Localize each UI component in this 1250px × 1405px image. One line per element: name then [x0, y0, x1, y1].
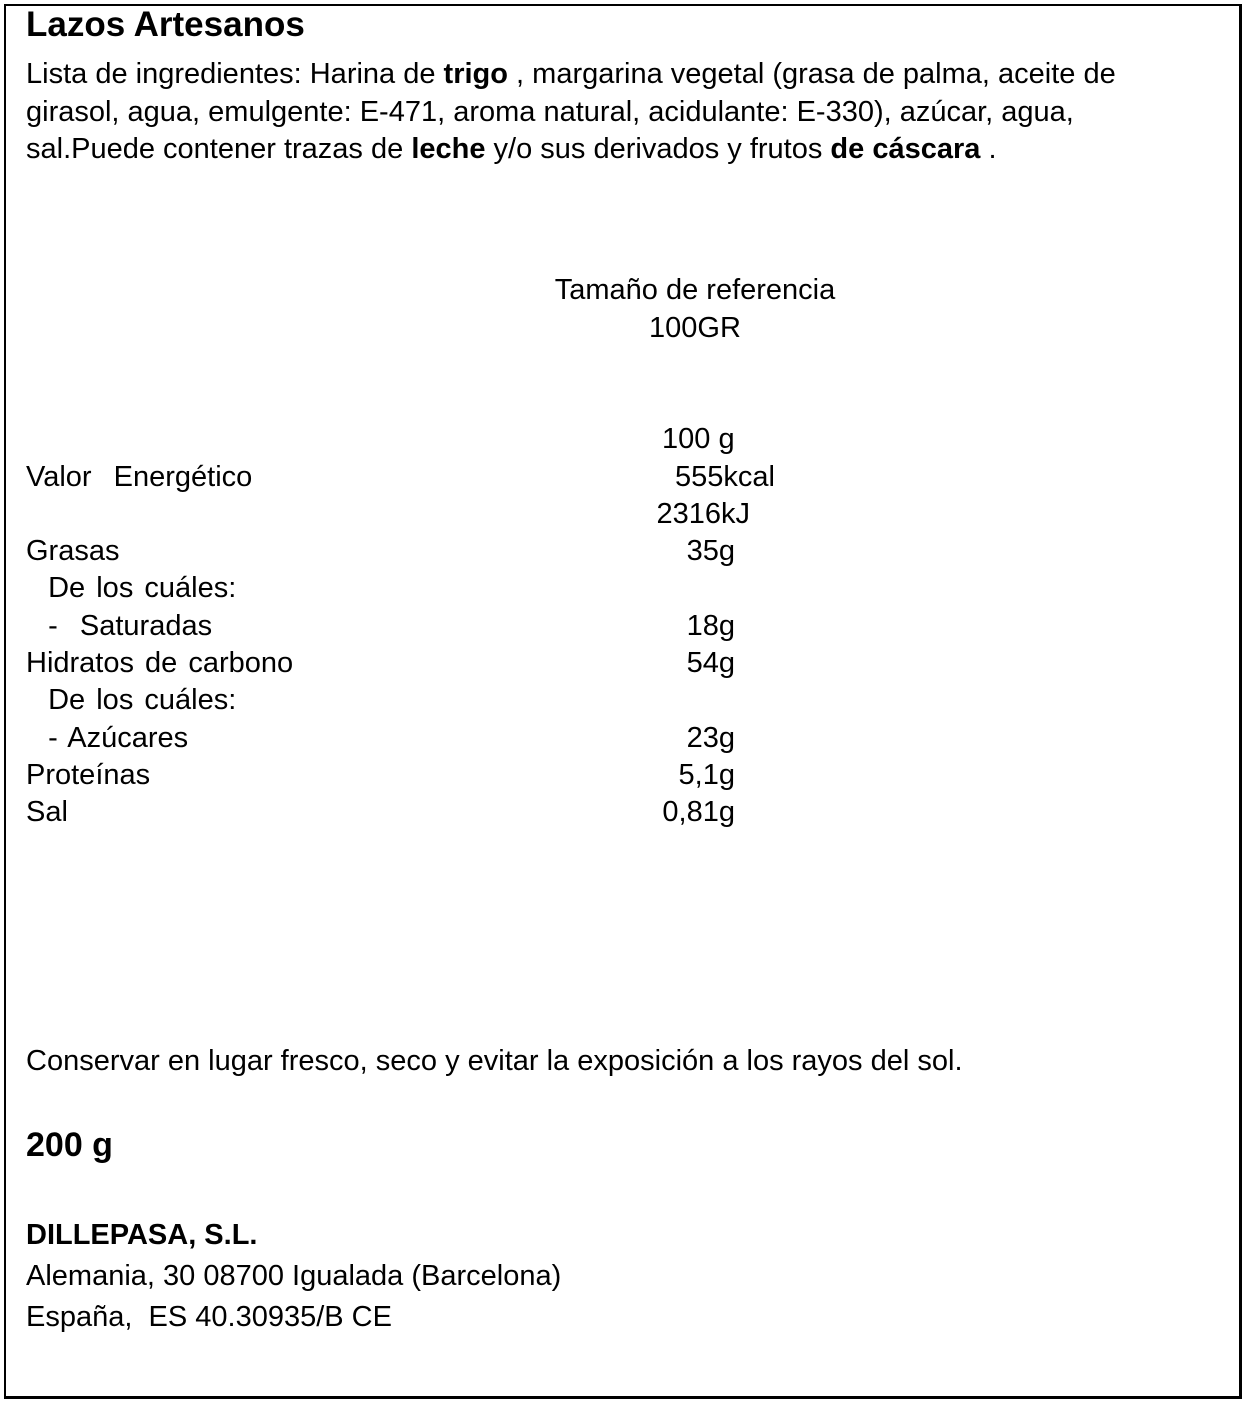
product-title: Lazos Artesanos [26, 5, 305, 44]
net-weight: 200 g [26, 1126, 113, 1164]
manufacturer-name: DILLEPASA, S.L. [26, 1219, 258, 1251]
ingredients-text-2: , margarina vegetal (grasa de palma, aceite de girasol, agua, emulgente: E-471, aroma natural, acidulante: E-330), azúcar, agua, sal.Puede contener trazas de [26, 58, 1116, 165]
manufacturer-registry: España, ES 40.30935/B CE [26, 1301, 392, 1333]
ingredients-intro: Lista de ingredientes: Harina de [26, 58, 444, 90]
nutrition-value-sugars: 23g [686, 722, 735, 754]
storage-instructions: Conservar en lugar fresco, seco y evitar la exposición a los rayos del sol. [26, 1045, 963, 1077]
nutrition-label-carbs-of-which: De los cuáles: [26, 684, 237, 716]
nutrition-label-saturated: - Saturadas [26, 610, 213, 642]
nutrition-value-saturated: 18g [686, 610, 735, 642]
ingredients-text-4: . [980, 133, 997, 165]
nutrition-label-protein: Proteínas [26, 759, 151, 791]
nutrition-label-sugars: - Azúcares [26, 722, 189, 754]
ingredients-list [26, 56, 1196, 169]
reference-size-label: Tamaño de referencia [554, 274, 836, 306]
reference-size-value: 100GR [649, 312, 741, 344]
nutrition-label-carbohydrates: Hidratos de carbono [26, 647, 294, 679]
allergen-trigo: trigo [443, 58, 508, 90]
nutrition-value-fat: 35g [686, 535, 735, 567]
nutrition-label-fat: Grasas [26, 535, 120, 567]
nutrition-value-kcal: 555kcal [675, 461, 775, 493]
nutrition-value-kj: 2316kJ [656, 498, 750, 530]
nutrition-column-header: 100 g [662, 423, 735, 455]
manufacturer-address: Alemania, 30 08700 Igualada (Barcelona) [26, 1260, 562, 1292]
nutrition-value-carbohydrates: 54g [686, 647, 735, 679]
allergen-cascara: de cáscara [830, 133, 981, 165]
nutrition-value-protein: 5,1g [678, 759, 735, 791]
ingredients-text-3: y/o sus derivados y frutos [485, 133, 831, 165]
nutrition-label-fat-of-which: De los cuáles: [26, 572, 237, 604]
nutrition-label-energy: Valor Energético [26, 461, 253, 493]
nutrition-label-salt: Sal [26, 796, 68, 828]
nutrition-value-salt: 0,81g [662, 796, 735, 828]
allergen-leche: leche [411, 133, 486, 165]
